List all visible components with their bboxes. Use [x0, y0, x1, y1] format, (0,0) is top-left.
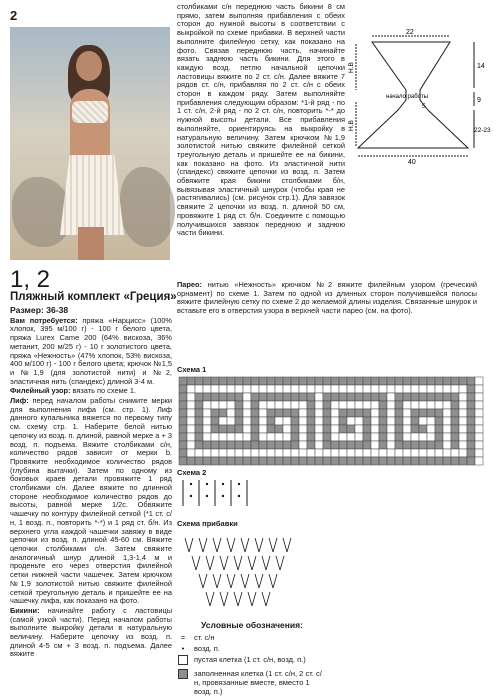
- middle-column: [177, 3, 345, 239]
- dim-14: 14: [477, 63, 485, 70]
- filled-cell-icon: [177, 669, 189, 681]
- left-column: [10, 306, 172, 660]
- scheme-2-label: Схема 2: [177, 468, 207, 477]
- page-number: 2: [10, 8, 18, 23]
- bikini-paragraph: Бикини: начинайте работу с ластовицы (самой узкой части). Перед началом работы выполните выкройку детали в натуральную величину. Наберите цепочку из возд. п. длиной 4-5 см + 3 возд. п. подъема. Далее вяжите: [10, 605, 172, 659]
- double-crochet-symbol: =: [180, 633, 186, 642]
- legend-item: заполненная клетка (1 ст. с/н, 2 ст. с/н, провязанные вместе, вместо 1 возд. п.): [177, 669, 327, 696]
- dim-9: 9: [477, 97, 481, 104]
- pareo-section: [177, 281, 477, 317]
- pareo-paragraph: Парео: нитью «Нежность» крючком №2 вяжите филейным узором (греческий орнамент) по схеме 1. Затем по одной из длинных сторон получившейся полосы вяжите филейную сетку по схеме 2 до желаемой длины изделия. Связанные шнурок и вставьте его в отверстия узора в верхней части парео (см. на фото).: [177, 280, 477, 316]
- scheme-1-label: Схема 1: [177, 365, 207, 374]
- chain-symbol: •: [181, 644, 185, 653]
- dim-top: 22: [406, 29, 414, 36]
- left-label-top: Н.В: [348, 62, 355, 73]
- project-number: 1, 2: [10, 266, 51, 293]
- scheme-2-chart: [177, 476, 267, 510]
- dim-5: 5: [422, 103, 426, 110]
- dim-22-23: 22-23: [474, 127, 491, 134]
- pattern-paragraph: Филейный узор: вязать по схеме 1.: [10, 386, 136, 396]
- model-photo: [10, 27, 170, 260]
- bikini-pattern-diagram: [350, 30, 495, 165]
- legend: [177, 620, 327, 698]
- empty-cell-icon: [177, 655, 189, 667]
- scheme-1-chart: [177, 375, 482, 465]
- dim-bottom: 40: [408, 159, 416, 166]
- legend-item: • возд. п.: [177, 644, 327, 653]
- size-line: Размер: 36-38: [10, 305, 69, 315]
- materials-paragraph: Вам потребуется: пряжа «Нарцисс» (100% хлопок, 395 м/100 г) - 100 г белого цвета, пряжа Lurex Came 200 (64% вискоза, 36% метанит, 200 м/25 г) - 10 г золотистого цвета, пряжа «Нежность» (47% хлопок, 53% вискоза, 400 м/100 г) - 100 г белого цвета; крючок №1,5 и №1,9 (для золотистой нити) и №2, эластичная нить (спандекс) длиной 3-4 м.: [10, 315, 173, 386]
- scheme-3-label: Схема прибавки: [177, 519, 238, 528]
- bra-paragraph: Лиф: перед началом работы снимите мерки для выполнения лифа (см. стр. 1). Лиф данного купальника вяжется по первому типу см. схему стр. 1. Наберите белой нитью цепочку из возд. п. длиной, равной мерке а + 3 возд. п. подъема. Вяжите столбиками с/н, количество рядов зависит от мерки b. Провяжите необходимое количество рядов (глубина вытачки). Затем по одному из боковых краев детали провяжите 1 ряд столбиками с/н. Далее вяжите по длинной стороне необходимое количество рядов до высоты, равной мерке 1/2с. Обвяжите чашечку по контуру филейной сеткой (*1 ст. с/н, 1 возд. п., повторить *-*) и 1 ряд ст. б/н. Из верхнего угла каждой чашечки завяжу в виде цепочки из возд. п. длиной 45-60 см. Вяжите цепочки столбиками с/н. Затем свяжите аналогичный шнур длиной 1,3-1,4 м и проденьте его через отверстия филейной сетки нижней части чашечек. Затем крючком №1,9 золотистой нитью свяжите филейной сеткой треугольную деталь и пришейте ее на чашечку лифа, как показано на фото.: [10, 396, 172, 606]
- scheme-3-chart: [177, 528, 307, 613]
- start-label: начало работы: [386, 94, 428, 100]
- legend-item: = ст. с/н: [177, 633, 327, 642]
- bikini-continued: столбиками с/н переднюю часть бикини 8 см прямо, затем выполняя прибавления с обеих сторон до нужной высоты в соответствии с выкройкой по схеме прибавки. В верхней части выполните филейную сетку, как показано на фото. Связав переднюю часть, начинайте вязать заднюю часть бикини. Для этого в каждую возд. петлю начальной цепочки ластовицы вяжите по 2 ст. с/н. Далее вяжите 7 рядов ст. с/н, прибавляя по 2 ст. с/н с обеих сторон в каждом ряду. Затем выполняйте прибавления следующим образом: *1-й ряд - по 1 ст. с/н, 2-й ряд - по 2 ст. с/н, повторить *-* до нужной высоты детали. Все прибавления выполняйте, ориентируясь на выкройку в натуральную величину. Затем крючком №1,9 золотистой нитью свяжите филейной сеткой треугольную деталь и пришейте ее на бикини, как показано на фото. Из эластичной нити (спандекс) свяжите цепочки из возд. п. Затем обвяжите края бикини столбиками б/н, вывязывая эластичный шнурок (чтобы края не растягивались) (см. рисунок стр.1). Для завязок свяжите 2 цепочки из возд. п. длиной 50 см, провяжите 1 ряд ст. б/н. Соедините с помощью получившихся завязок переднюю и заднюю части бикини.: [177, 2, 345, 238]
- legend-title: Условные обозначения:: [201, 620, 303, 630]
- legend-item: пустая клетка (1 ст. с/н, возд. п.): [177, 655, 327, 667]
- set-title: Пляжный комплект «Греция»: [10, 291, 177, 303]
- left-label-bottom: Н.В: [348, 120, 355, 131]
